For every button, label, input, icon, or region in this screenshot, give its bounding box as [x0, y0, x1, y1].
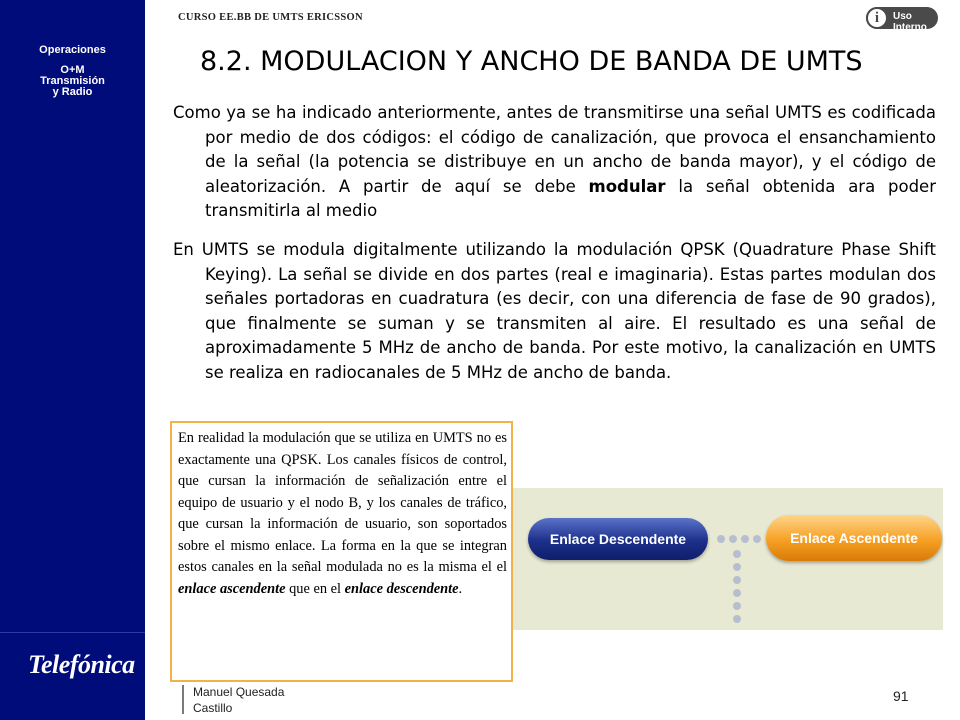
sidebar-title-line2: O+M [60, 64, 85, 76]
uso-interno-badge [866, 7, 938, 33]
connector-dot [733, 550, 741, 558]
footer-author [193, 684, 284, 716]
connector-dot [733, 576, 741, 584]
note-box [170, 421, 513, 682]
paragraph-1 [173, 101, 936, 224]
connector-dot [733, 615, 741, 623]
connector-dot [717, 535, 725, 543]
downlink-pill: Enlace Descendente [528, 518, 708, 560]
note-text-end: . [458, 580, 463, 597]
connector-dot [733, 563, 741, 571]
sidebar-title-line4: y Radio [52, 86, 93, 98]
badge-label: Uso Interno [893, 11, 927, 33]
sidebar [0, 0, 145, 720]
note-downlink-term: enlace descendente [344, 580, 459, 597]
sidebar-title-line1: Operaciones [39, 44, 106, 56]
footer-divider [182, 685, 184, 714]
connector-dot [733, 602, 741, 610]
paragraph-1-tail: la señal obtenida ara poder transmitirla al medio [205, 176, 936, 220]
slide-title: 8.2. MODULACION Y ANCHO DE BANDA DE UMTS [200, 46, 863, 77]
paragraph-1-text: Como ya se ha indicado anteriormente, antes de transmitirse una señal UMTS es codificada por medio de dos códigos: el código de canalización, que provoca el ensanchamiento de la señal (la potencia se distribuye en un ancho de banda mayor), y el código de aleatorización. A partir de aquí se debe [173, 103, 936, 196]
note-text: En realidad la modulación que se utiliza en UMTS no es exactamente una QPSK. Los canales físicos de control, que cursan la información de señalización entre el equipo de usuario y el nodo B, y los canales de tráfico, que cursan la información de usuario, son soportados sobre el mismo enlace. La forma en la que se integran estos canales en la señal modulada no es la misma el el [178, 430, 507, 575]
telefonica-logo: Telefónica [28, 650, 135, 679]
connector-dot [733, 589, 741, 597]
connector-dot [741, 535, 749, 543]
info-icon: i [866, 7, 888, 29]
note-text-middle: que en el [285, 580, 345, 597]
connector-dot [729, 535, 737, 543]
note-uplink-term: enlace ascendente [178, 580, 286, 597]
sidebar-title-line3: Transmisión [40, 75, 105, 87]
paragraph-2: En UMTS se modula digitalmente utilizando la modulación QPSK (Quadrature Phase Shift Keying). La señal se divide en dos partes (real e imaginaria). Estas partes modulan dos señales portadoras en cuadratura (es decir, con una diferencia de fase de 90 grados), que finalmente se suman y se transmiten al aire. El resultado es una señal de aproximadamente 5 MHz de ancho de banda. Por este motivo, la canalización en UMTS se realiza en radiocanales de 5 MHz de ancho de banda. [173, 240, 936, 382]
author-line1: Manuel Quesada [193, 685, 285, 699]
page-number: 91 [893, 688, 909, 704]
uplink-pill: Enlace Ascendente [766, 515, 942, 561]
paragraph-1-bold: modular [588, 176, 666, 196]
course-header: CURSO EE.BB DE UMTS ERICSSON [178, 12, 363, 23]
connector-dot [753, 535, 761, 543]
sidebar-divider [0, 632, 145, 633]
author-line2: Castillo [193, 701, 233, 715]
